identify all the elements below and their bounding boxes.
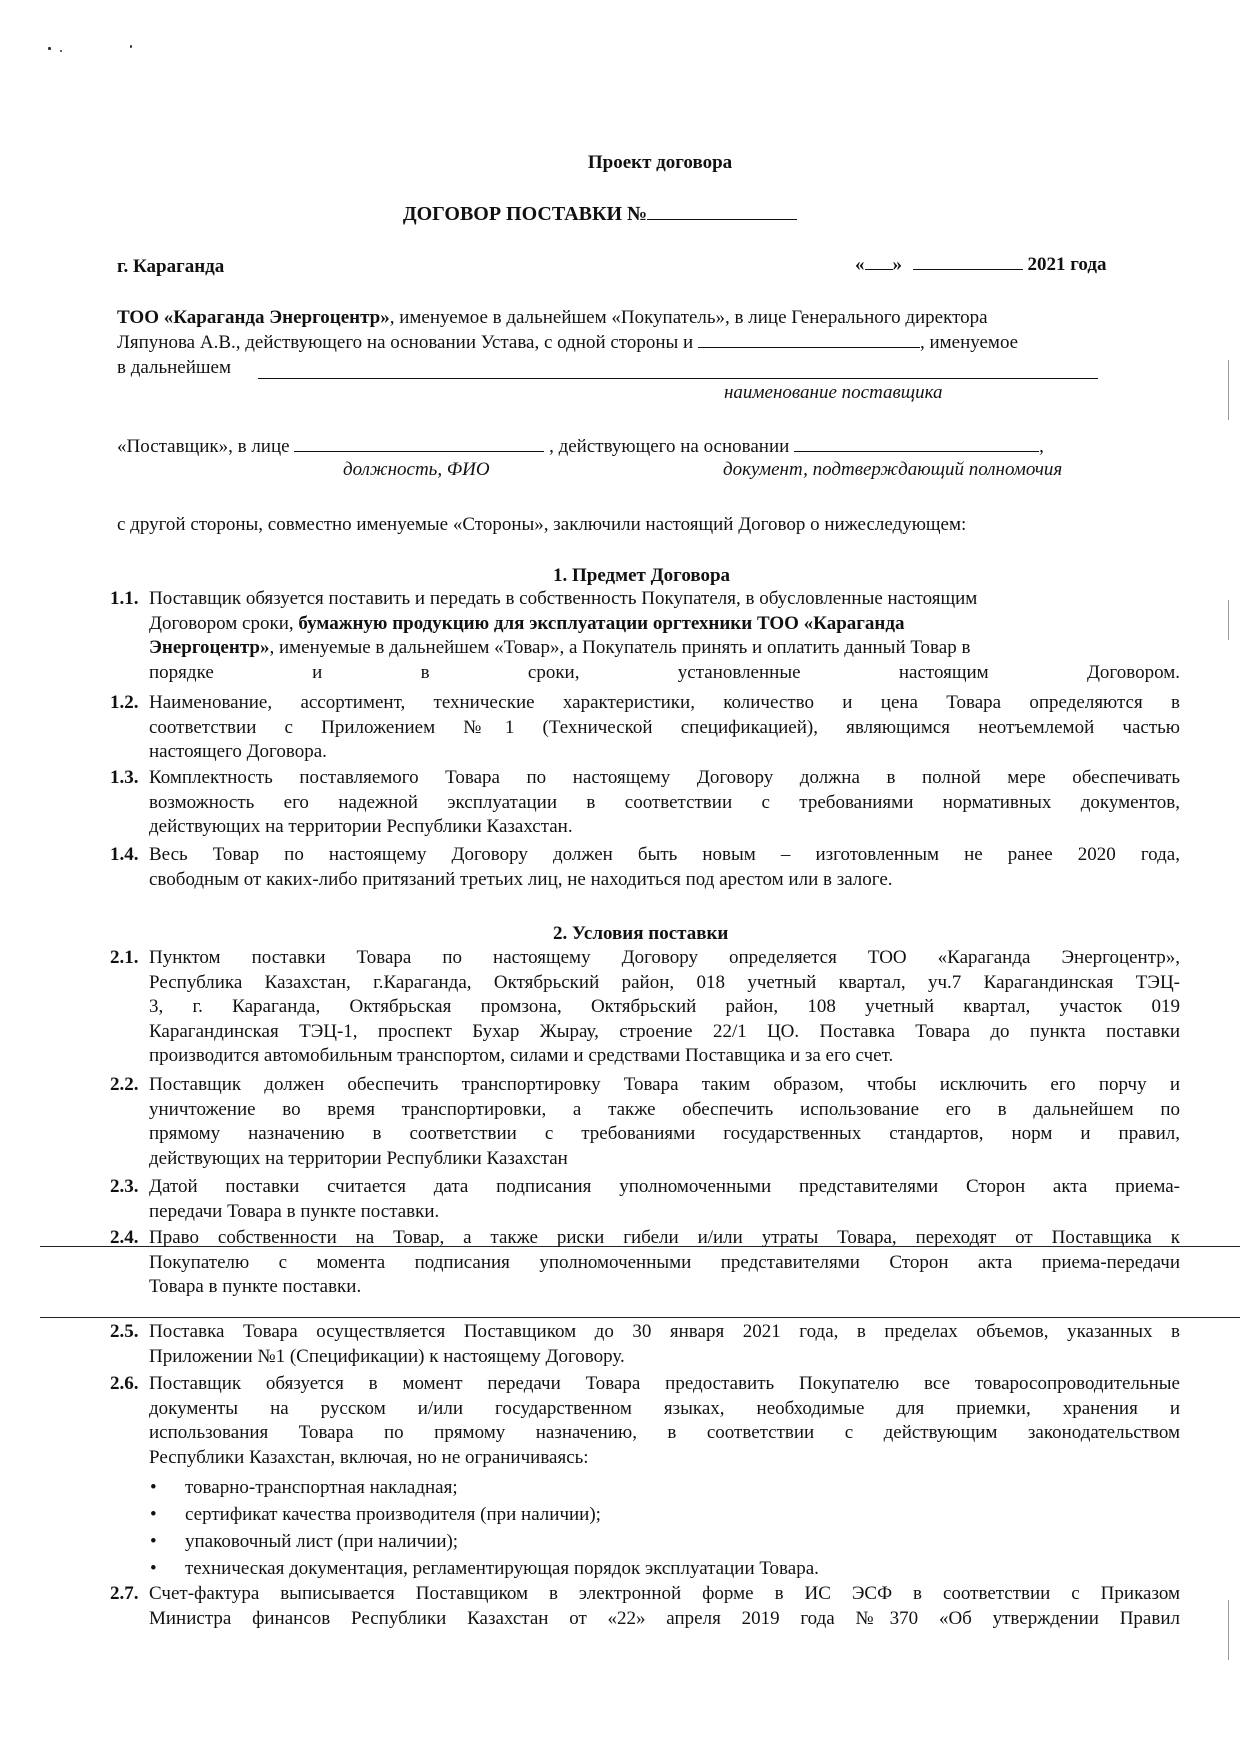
scan-speck (48, 47, 51, 50)
buyer-name: ТОО «Караганда Энергоцентр» (117, 307, 390, 328)
clause-line: Наименование, ассортимент, технические характеристики, количество и цена Товара определяются в (149, 692, 1180, 713)
preamble-line-4-b: , действующего на основании (549, 436, 790, 457)
project-label: Проект договора (587, 152, 733, 173)
contract-title (0, 203, 1220, 226)
clause-line: Датой поставки считается дата подписания уполномоченными представителями Сторон акта приема- (149, 1176, 1180, 1197)
clause-text (149, 946, 1180, 1093)
clause-text (149, 843, 1180, 917)
clause-line: Министра финансов Республики Казахстан от «22» апреля 2019 года №370 «Об утверждении Правил (149, 1607, 1180, 1629)
clause-line: Республики Казахстан, включая, но не ограничиваясь: (149, 1446, 589, 1468)
clause-line: Счет-фактура выписывается Поставщиком в электронной форме в ИС ЭСФ в соответствии с Приказом (149, 1583, 1180, 1604)
product-name-bold-2: Энергоцентр» (149, 637, 270, 658)
clause-line: возможность его надежной эксплуатации в соответствии с требованиями нормативных документов, (149, 791, 1180, 813)
bullet-icon: • (150, 1477, 157, 1498)
clause-line: действующих на территории Республики Казахстан (149, 1147, 568, 1169)
clause-number: 1.1. (110, 588, 139, 609)
caption-authority-document: документ, подтверждающий полномочия (723, 459, 1063, 480)
clause-2-7 (110, 1582, 1180, 1656)
clause-line: передачи Товара в пункте поставки. (149, 1200, 440, 1222)
preamble-line-4 (117, 435, 1044, 458)
clause-line: Товара в пункте поставки. (149, 1276, 362, 1297)
caption-position: должность, ФИО (343, 459, 490, 480)
clause-line: прямому назначению в соответствии с требованиями государственных стандартов, норм и правил, (149, 1123, 1180, 1144)
bullet-text: техническая документация, регламентирующая порядок эксплуатации Товара. (185, 1558, 819, 1579)
authority-doc-blank (794, 435, 1039, 452)
month-blank (913, 253, 1023, 270)
clause-line: использования Товара по прямому назначению, в соответствии с действующим законодательством (149, 1422, 1180, 1443)
clause-line: Пунктом поставки Товара по настоящему Договору определяется ТОО «Караганда Энергоцентр», (149, 947, 1180, 968)
clause-number: 2.1. (110, 947, 139, 968)
preamble-line-2-a: Ляпунова А.В., действующего на основании Устава, с одной стороны и (117, 332, 694, 353)
clause-number: 2.5. (110, 1321, 139, 1342)
bullet-text: упаковочный лист (при наличии); (185, 1531, 459, 1552)
scan-margin-mark (1228, 1600, 1229, 1660)
clause-line: действующих на территории Республики Казахстан. (149, 816, 573, 837)
clause-line: порядке и в сроки, установленные настоящим Договором. (149, 661, 1180, 683)
preamble-line-2-b: , именуемое (919, 332, 1019, 353)
year-label: 2021 года (1027, 254, 1107, 275)
clause-number: 2.7. (110, 1583, 139, 1604)
clause-text (149, 1582, 1180, 1656)
clause-text (149, 1226, 1180, 1324)
clause-line: Поставщик обязуется поставить и передать в собственность Покупателя, в обусловленные настоящим (149, 588, 978, 609)
contract-title-text: ДОГОВОР ПОСТАВКИ № (402, 203, 648, 225)
preamble-line-3-text: в дальнейшем (117, 357, 231, 378)
clause-line: Поставщик должен обеспечить транспортировку Товара таким образом, чтобы исключить его порчу и (149, 1074, 1180, 1095)
clause-number: 1.2. (110, 692, 139, 713)
city-label: г. Караганда (117, 256, 225, 277)
clause-number: 1.3. (110, 767, 139, 788)
clause-line: уничтожение во время транспортировки, а также обеспечить использование его в дальнейшем по (149, 1098, 1180, 1120)
clause-number: 2.6. (110, 1373, 139, 1394)
clause-line: Республика Казахстан, г.Караганда, Октябрьский район, 018 учетный квартал, уч.7 Карагандинская ТЭЦ- (149, 971, 1180, 993)
scan-speck (130, 45, 132, 48)
preamble-line-2 (117, 331, 1172, 354)
day-blank (865, 253, 893, 270)
position-blank (294, 435, 544, 452)
section-1-title: 1. Предмет Договора (553, 565, 731, 586)
product-name-bold: бумажную продукцию для эксплуатации оргтехники ТОО «Караганда (298, 612, 905, 634)
preamble-line-4-c: , (1039, 436, 1044, 457)
clause-segment: , именуемые в дальнейшем «Товар», а Покупатель принять и оплатить данный Товар в (269, 637, 971, 658)
clause-2-1 (110, 946, 1180, 1093)
clause-line: документы на русском и/или государственном языках, необходимые для приемки, хранения и (149, 1397, 1180, 1419)
clause-line: Приложении №1 (Спецификации) к настоящему Договору. (149, 1345, 625, 1367)
clause-number: 2.3. (110, 1176, 139, 1197)
scan-margin-mark (1228, 360, 1229, 420)
bullet-text: товарно-транспортная накладная; (185, 1477, 458, 1498)
supplier-name-blank (258, 378, 1098, 379)
clause-line: Комплектность поставляемого Товара по настоящему Договору должна в полной мере обеспечивать (149, 767, 1180, 788)
clause-line (149, 612, 904, 637)
clause-number: 2.2. (110, 1074, 139, 1095)
clause-1-4 (110, 843, 1180, 917)
date-close-quote: » (892, 254, 902, 275)
contract-number-blank (647, 203, 797, 220)
clause-line: 3, г. Караганда, Октябрьская промзона, Октябрьский район, 108 учетный квартал, участок 019 (149, 996, 1180, 1017)
clause-line: Карагандинская ТЭЦ-1, проспект Бухар Жырау, строение 22/1 ЦО. Поставка Товара до пункта поставки (149, 1020, 1180, 1042)
clause-line: Право собственности на Товар, а также риски гибели и/или утраты Товара, переходят от Поставщика к (149, 1227, 1180, 1248)
preamble-line-5: с другой стороны, совместно именуемые «Стороны», заключили настоящий Договор о нижеследующем: (117, 514, 967, 535)
bullet-icon: • (150, 1531, 157, 1552)
clause-line: Поставщик обязуется в момент передачи Товара предоставить Покупателю все товаросопроводительные (149, 1373, 1180, 1394)
clause-2-4 (110, 1226, 1180, 1324)
bullet-icon: • (150, 1504, 157, 1525)
clause-line: производится автомобильным транспортом, силами и средствами Поставщика и за его счет. (149, 1045, 894, 1066)
clause-line: настоящего Договора. (149, 741, 327, 762)
clause-line: Весь Товар по настоящему Договору должен быть новым – изготовленным не ранее 2020 года, (149, 844, 1180, 865)
clause-line: Поставка Товара осуществляется Поставщиком до 30 января 2021 года, в пределах объемов, указанных в (149, 1321, 1180, 1342)
caption-supplier-name: наименование поставщика (724, 382, 943, 403)
clause-line: соответствии с Приложением №1 (Технической спецификацией), являющимся неотъемлемой частью (149, 716, 1180, 738)
clause-number: 2.4. (110, 1227, 139, 1248)
supplier-short-blank (698, 331, 920, 348)
clause-line: Покупателю с момента подписания уполномоченными представителями Сторон акта приема-передачи (149, 1251, 1180, 1273)
preamble-line-1-rest: , именуемое в дальнейшем «Покупатель», в лице Генерального директора (389, 307, 988, 328)
section-2-title: 2. Условия поставки (553, 923, 729, 944)
preamble-line-4-a: «Поставщик», в лице (117, 436, 290, 457)
bullet-icon: • (150, 1558, 157, 1579)
scan-edge-line-bottom (40, 1317, 1240, 1318)
clause-segment: Договором сроки, (149, 612, 299, 634)
scan-margin-mark (1228, 600, 1229, 640)
contract-date (855, 253, 1106, 276)
date-open-quote: « (855, 254, 865, 275)
bullet-text: сертификат качества производителя (при наличии); (185, 1504, 601, 1525)
scan-speck (60, 50, 62, 52)
preamble-line-3 (117, 356, 231, 379)
preamble-line-1 (117, 306, 1172, 329)
clause-line: свободным от каких-либо притязаний третьих лиц, не находиться под арестом или в залоге. (149, 868, 893, 890)
clause-number: 1.4. (110, 844, 139, 865)
